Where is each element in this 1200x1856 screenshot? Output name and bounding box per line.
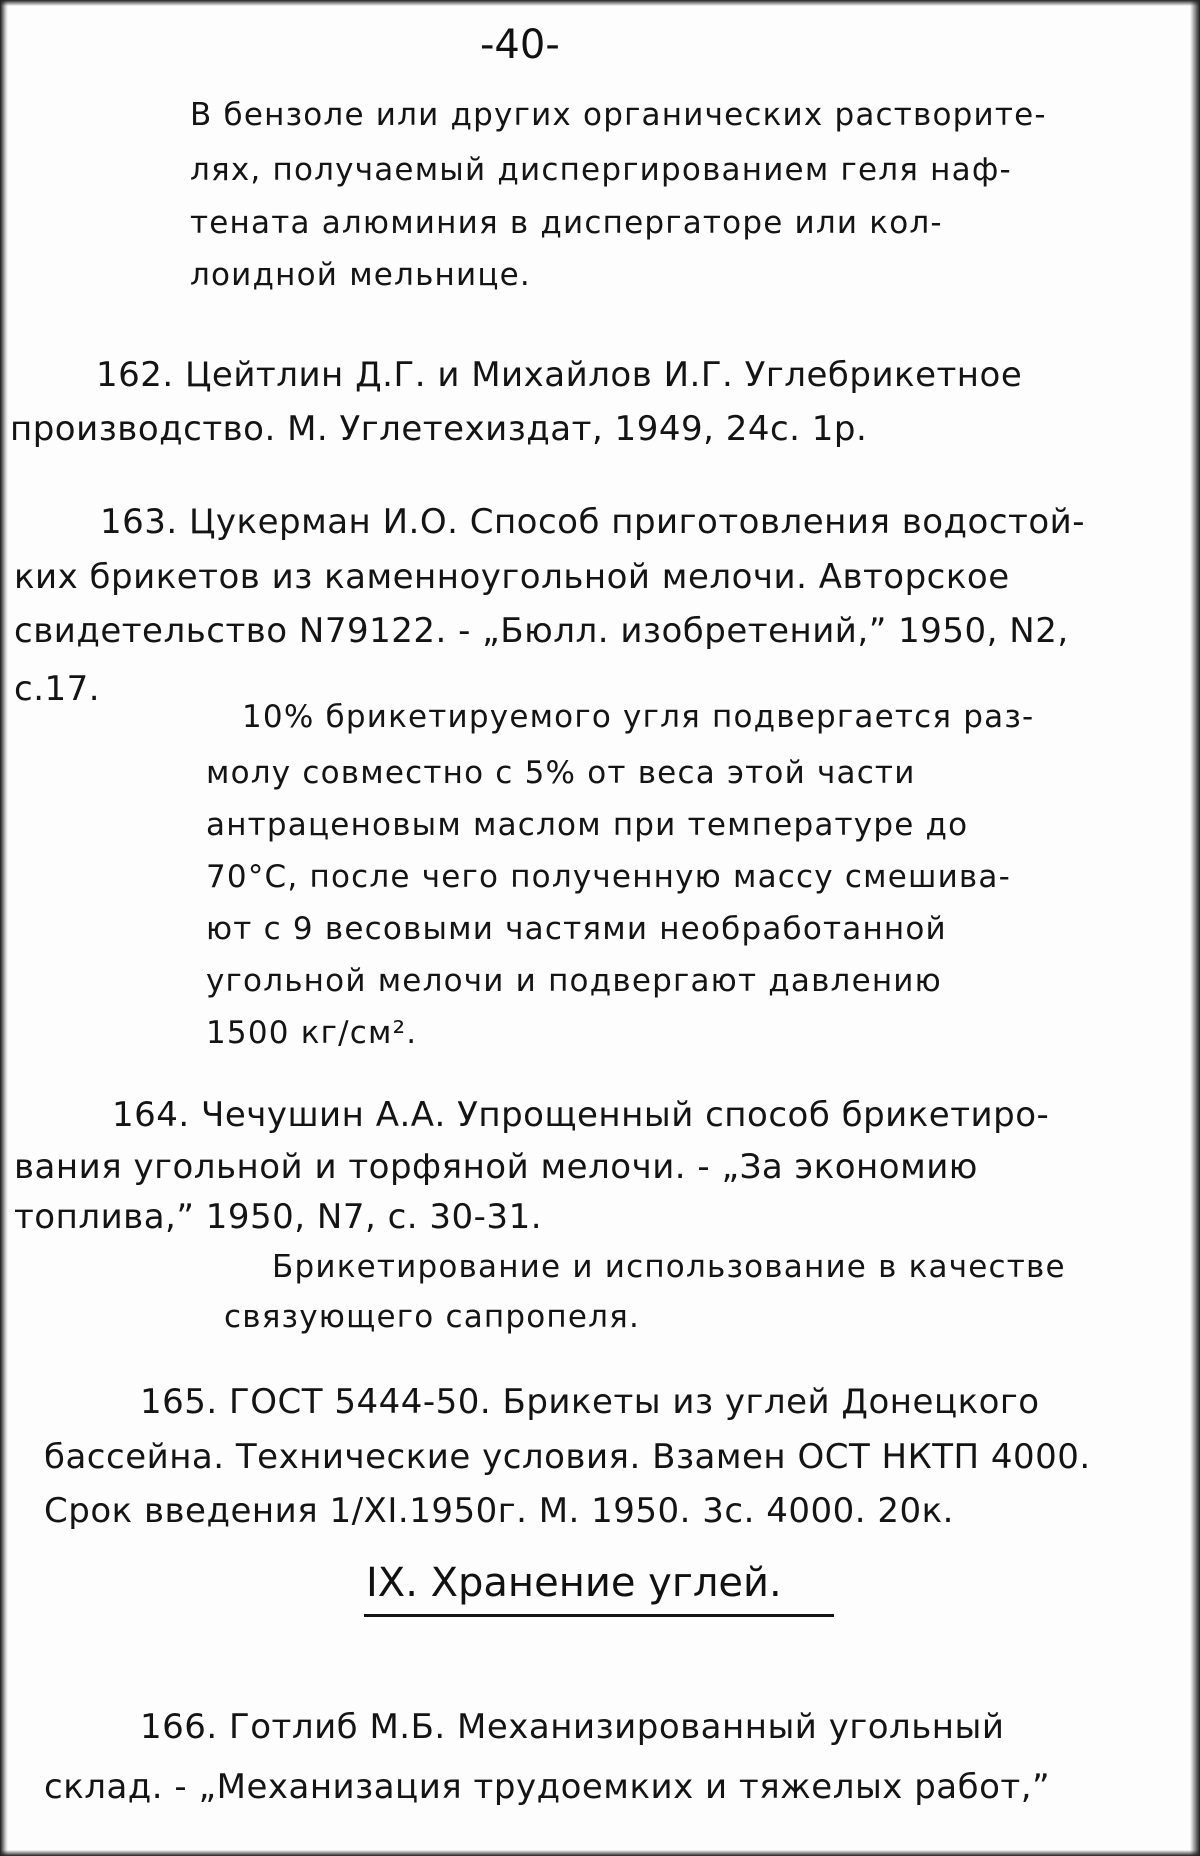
text-line: 165. ГОСТ 5444-50. Брикеты из углей Донецкого [140,1382,1040,1422]
text-line: Брикетирование и использование в качестве [272,1249,1066,1285]
text-line: бассейна. Технические условия. Взамен ОСТ НКТП 4000. [44,1437,1091,1477]
scan-edge-right [1190,0,1200,1856]
text-line: вания угольной и торфяной мелочи. - „За экономию [14,1147,978,1187]
scan-edge-top [0,0,1200,6]
text-line: молу совместно с 5% от веса этой части [206,755,916,791]
text-line: 164. Чечушин А.А. Упрощенный способ брикетиро- [112,1095,1050,1135]
text-line: производство. М. Углетехиздат, 1949, 24с. 1р. [10,409,868,449]
text-line: с.17. [14,669,101,709]
page-number: -40- [480,22,560,68]
heading-underline [364,1614,834,1617]
text-line: свидетельство N79122. - „Бюлл. изобретений,” 1950, N2, [14,611,1069,651]
scan-edge-bottom [0,1850,1200,1856]
text-line: 70°С, после чего полученную массу смешива- [206,859,1011,895]
text-line: ких брикетов из каменноугольной мелочи. Авторское [14,557,1010,597]
text-line: лях, получаемый диспергированием геля наф- [190,152,1012,188]
text-line: связующего сапропеля. [224,1299,641,1335]
text-line: 1500 кг/см². [206,1015,418,1051]
text-line: Срок введения 1/XI.1950г. М. 1950. 3с. 4000. 20к. [44,1491,954,1531]
text-line: топлива,” 1950, N7, с. 30-31. [14,1197,543,1237]
text-line: угольной мелочи и подвергают давлению [206,963,942,999]
text-line: ют с 9 весовыми частями необработанной [206,911,947,947]
text-line: 163. Цукерман И.О. Способ приготовления водостой- [100,502,1086,542]
text-line: 162. Цейтлин Д.Г. и Михайлов И.Г. Углебрикетное [96,355,1023,395]
text-line: В бензоле или других органических растворите- [190,97,1047,133]
text-line: антраценовым маслом при температуре до [206,807,969,843]
section-heading: IX. Хранение углей. [366,1560,782,1606]
text-line: 166. Готлиб М.Б. Механизированный угольный [140,1707,1005,1747]
text-line: лоидной мельнице. [190,257,531,293]
text-line: 10% брикетируемого угля подвергается раз- [242,699,1035,735]
text-line: склад. - „Механизация трудоемких и тяжелых работ,” [44,1767,1051,1807]
scan-edge-left [0,0,8,1856]
text-line: тената алюминия в диспергаторе или кол- [190,205,943,241]
